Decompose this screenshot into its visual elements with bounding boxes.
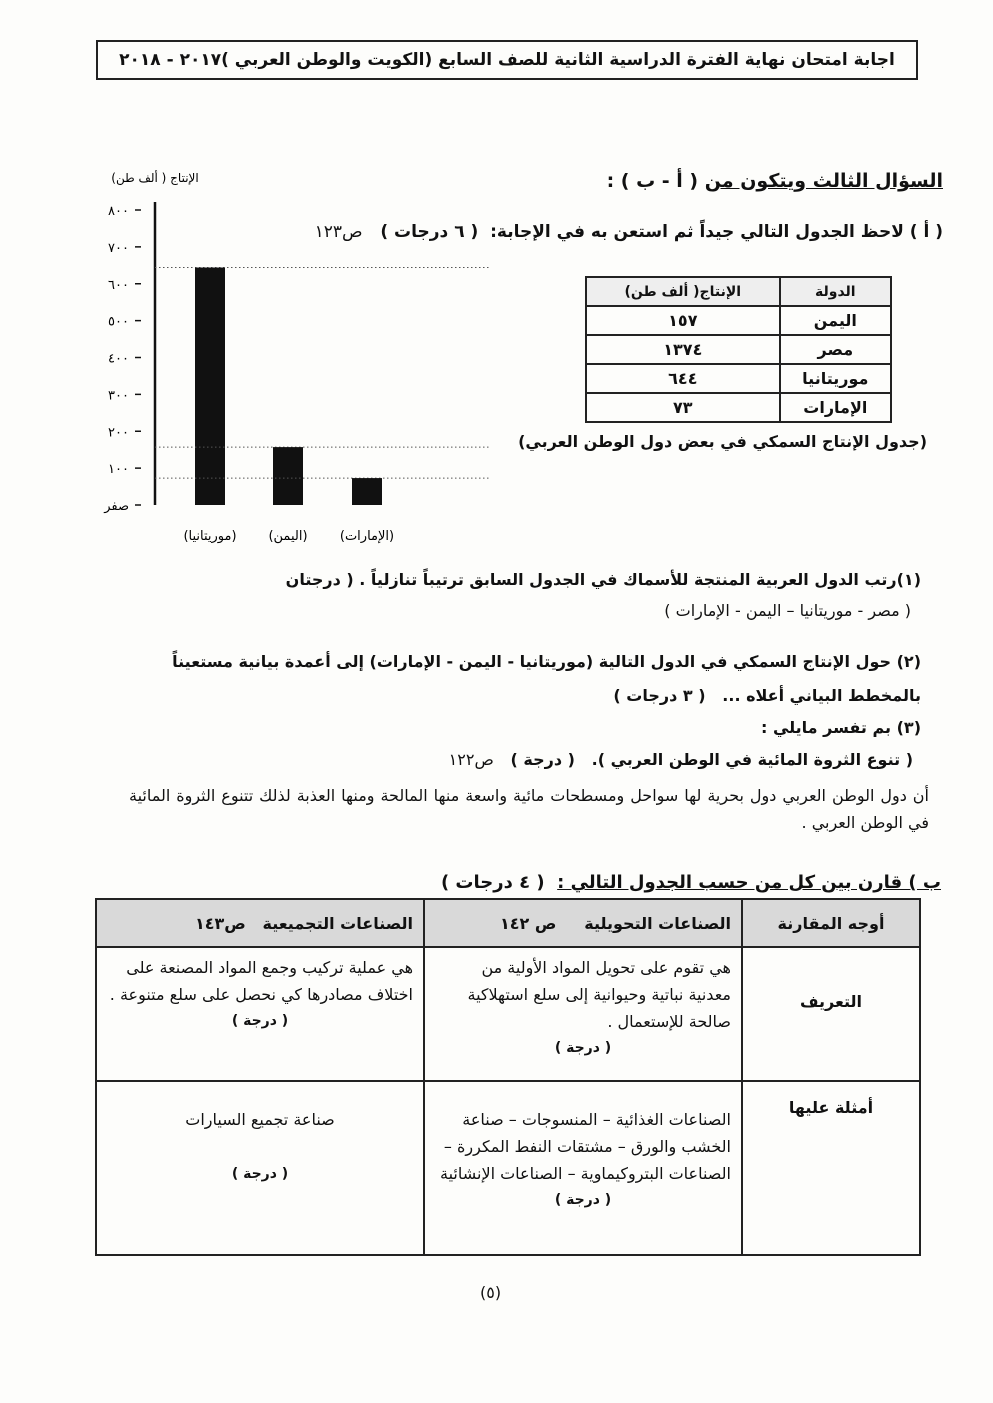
question-2-continued	[613, 686, 921, 705]
chart-bar	[195, 268, 225, 505]
table-row	[96, 1081, 920, 1255]
question-3-parts: ( أ - ب ) :	[606, 170, 699, 192]
col-header-aspect: أوجه المقارنة	[742, 899, 920, 947]
chart-x-tick-label: (الإمارات)	[339, 529, 395, 544]
table-header-row	[586, 277, 891, 306]
row-header-examples: أمثلة عليها	[742, 1081, 920, 1255]
part-a-grade: ( ٦ درجات )	[380, 222, 479, 242]
question-3-a-page: ص١٢٢	[448, 750, 494, 769]
transform-header-label: الصناعات التحويلية	[584, 913, 731, 933]
table-row	[586, 306, 891, 335]
question-1-grade: ( درجتان	[285, 570, 354, 589]
chart-y-tick-label: ٨٠٠	[108, 204, 129, 219]
comparison-header-row	[96, 899, 920, 947]
table-caption: (جدول الإنتاج السمكي في بعض دول الوطن العربي)	[518, 432, 927, 451]
chart-y-tick-label: ٣٠٠	[108, 388, 129, 404]
comparison-table	[95, 898, 921, 1256]
cell-value: ١٣٧٤	[586, 335, 780, 364]
table-row	[96, 947, 920, 1081]
chart-y-tick-label: ٤٠٠	[108, 351, 129, 367]
assembly-header-page: ص١٤٣	[194, 913, 246, 933]
cell-transform-examples	[424, 1081, 742, 1255]
cell-value: ٧٣	[586, 393, 780, 422]
chart-bar	[352, 478, 382, 505]
header-title: اجابة امتحان نهاية الفترة الدراسية الثانية للصف السابع (الكويت والوطن العربي )٢٠١٧ - ٢٠١٨	[119, 50, 895, 70]
question-2: (٢) حول الإنتاج السمكي في الدول التالية (موريتانيا - اليمن - الإمارات) إلى أعمدة بيانية مستعيناً	[172, 652, 921, 671]
chart-y-tick-label: ٧٠٠	[108, 240, 129, 256]
question-1-answer: ( مصر - موريتانيا – اليمن - الإمارات )	[664, 601, 911, 620]
assembly-definition-grade: ( درجة )	[231, 1013, 289, 1029]
question-3-title-text: السؤال الثالث ويتكون من	[704, 170, 943, 192]
table-row	[586, 393, 891, 422]
part-a-instruction-text: ( أ ) لاحظ الجدول التالي جيداً ثم استعن به في الإجابة:	[490, 222, 943, 242]
chart-x-tick-label: (اليمن)	[268, 529, 308, 544]
part-a-page: ص١٢٣	[314, 222, 363, 242]
page-number: (٥)	[480, 1283, 502, 1302]
table-row	[586, 364, 891, 393]
transform-header-page: ص ١٤٢	[500, 913, 557, 933]
question-2-grade: ( ٣ درجات )	[613, 686, 706, 705]
fish-production-chart	[60, 160, 510, 550]
question-3-a-text: ( تنوع الثروة المائية في الوطن العربي ).	[591, 750, 913, 769]
assembly-definition-text: هي عملية تركيب وجمع المواد المصنعة على اختلاف مصادرها كي نحصل على سلع متنوعة .	[109, 958, 413, 1004]
chart-y-tick-label: ٢٠٠	[108, 425, 129, 441]
chart-y-tick-label: ٥٠٠	[108, 314, 129, 330]
transform-examples-text: الصناعات الغذائية – المنسوجات – صناعة الخشب والورق – مشتقات النفط المكررة – الصناعات البتروكيماوية – الصناعات الإنشائية	[440, 1110, 731, 1183]
transform-definition-text: هي تقوم على تحويل المواد الأولية من معدنية نباتية وحيوانية إلى سلع استهلاكية صالحة للإستعمال .	[467, 958, 731, 1031]
question-1-text: (١)رتب الدول العربية المنتجة للأسماك في الجدول السابق ترتيباً تنازلياً .	[359, 570, 921, 589]
assembly-header-label: الصناعات التجميعية	[262, 913, 413, 933]
cell-country: مصر	[780, 335, 891, 364]
question-3-a	[449, 750, 913, 769]
question-2-line2: بالمخطط البياني أعلاه ...	[722, 686, 921, 705]
cell-transform-definition	[424, 947, 742, 1081]
cell-assembly-examples	[96, 1081, 424, 1255]
chart-bar	[273, 447, 303, 505]
cell-country: اليمن	[780, 306, 891, 335]
question-3-a-grade: ( درجة )	[510, 750, 575, 769]
chart-y-tick-label: ١٠٠	[108, 462, 129, 478]
cell-country: الإمارات	[780, 393, 891, 422]
transform-definition-grade: ( درجة )	[554, 1040, 612, 1056]
part-b-grade: ( ٤ درجات )	[440, 872, 545, 893]
cell-assembly-definition	[96, 947, 424, 1081]
cell-country: موريتانيا	[780, 364, 891, 393]
chart-y-tick-label: صفر	[104, 499, 129, 514]
question-3-a-answer: أن دول الوطن العربي دول بحرية لها سواحل ومسطحات مائية واسعة منها المالحة ومنها العذبة لذلك تتنوع الثروة المائية في الوطن العربي .	[129, 786, 929, 832]
part-b-instruction	[441, 872, 941, 893]
page-header	[96, 40, 918, 80]
question-1	[286, 570, 921, 589]
col-header-transform	[424, 899, 742, 947]
chart-x-tick-label: (موريتانيا)	[183, 529, 237, 544]
chart-y-tick-label: ٦٠٠	[108, 277, 129, 293]
question-3-title	[607, 170, 943, 192]
cell-value: ٦٤٤	[586, 364, 780, 393]
transform-examples-grade: ( درجة )	[554, 1192, 612, 1208]
assembly-examples-text: صناعة تجميع السيارات	[185, 1110, 335, 1129]
col-header-assembly	[96, 899, 424, 947]
cell-value: ١٥٧	[586, 306, 780, 335]
chart-y-axis-label: الإنتاج ( ألف طن)	[111, 171, 199, 185]
row-header-definition: التعريف	[742, 947, 920, 1081]
fish-production-table	[585, 276, 892, 423]
col-header-country: الدولة	[780, 277, 891, 306]
assembly-examples-grade: ( درجة )	[231, 1166, 289, 1182]
part-b-instruction-text: ب ) قارن بين كل من حسب الجدول التالي :	[557, 872, 941, 893]
col-header-production: الإنتاج( ألف طن)	[586, 277, 780, 306]
question-3: (٣) بم تفسر مايلي :	[760, 718, 921, 737]
table-row	[586, 335, 891, 364]
